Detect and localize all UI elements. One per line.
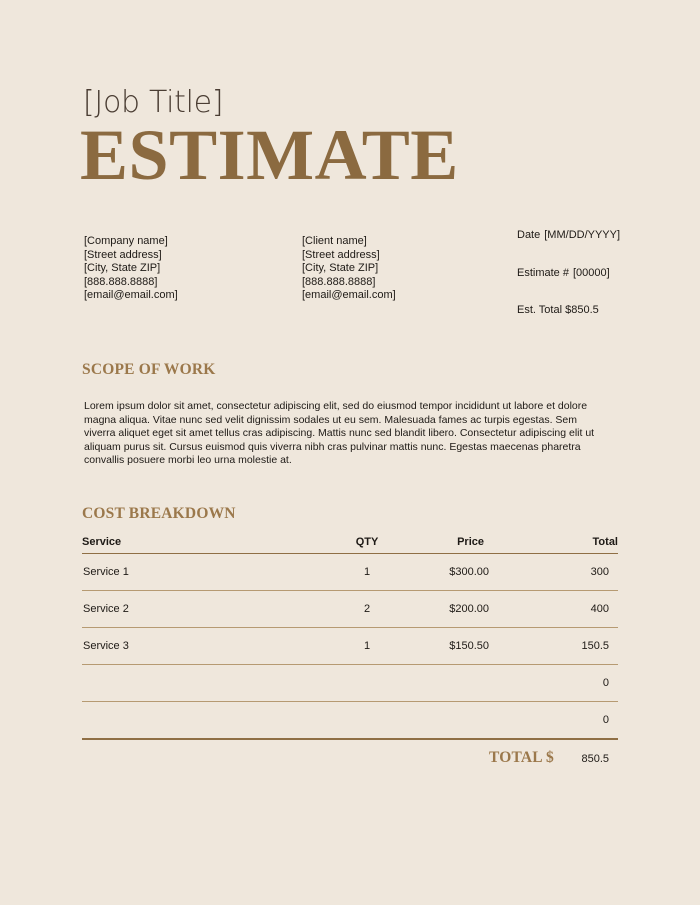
company-name: [Company name] bbox=[84, 235, 168, 247]
cost-table bbox=[82, 530, 618, 740]
estimate-number bbox=[517, 266, 610, 280]
date-value: [MM/DD/YYYY] bbox=[544, 229, 621, 241]
total-cell: 300 bbox=[590, 566, 609, 578]
table-header-row bbox=[82, 530, 618, 554]
qty-cell: 1 bbox=[363, 640, 371, 652]
qty-cell: 1 bbox=[363, 566, 371, 578]
company-street: [Street address] bbox=[84, 248, 162, 261]
company-email: [email@email.com] bbox=[84, 289, 178, 302]
client-name: [Client name] bbox=[302, 235, 367, 247]
grand-total-label: TOTAL $ bbox=[489, 749, 555, 766]
estimate-total-summary: Est. Total $850.5 bbox=[517, 304, 599, 316]
estimate-number-value: [00000] bbox=[572, 267, 610, 279]
total-cell: 0 bbox=[602, 714, 609, 726]
table-row bbox=[82, 554, 618, 591]
client-phone: [888.888.8888] bbox=[302, 275, 376, 288]
column-header-total: Total bbox=[592, 535, 618, 548]
total-cell: 400 bbox=[590, 603, 609, 615]
service-cell: Service 1 bbox=[83, 566, 129, 578]
client-address-block bbox=[302, 235, 396, 303]
table-row bbox=[82, 591, 618, 628]
scope-heading: SCOPE OF WORK bbox=[82, 361, 216, 378]
document-title: ESTIMATE bbox=[80, 115, 459, 195]
company-phone: [888.888.8888] bbox=[84, 275, 158, 288]
column-header-service: Service bbox=[82, 535, 122, 548]
client-street: [Street address] bbox=[302, 248, 380, 261]
table-row bbox=[82, 628, 618, 665]
service-cell: Service 2 bbox=[83, 603, 129, 615]
company-address-block bbox=[84, 235, 178, 303]
estimate-number-label: Estimate # bbox=[517, 267, 569, 279]
qty-cell bbox=[352, 702, 382, 738]
price-cell: $300.00 bbox=[449, 566, 489, 578]
total-cell: 0 bbox=[602, 677, 609, 689]
price-cell: $200.00 bbox=[449, 603, 489, 615]
client-city: [City, State ZIP] bbox=[302, 262, 379, 275]
table-row bbox=[82, 665, 618, 702]
job-title: [Job Title] bbox=[83, 85, 224, 120]
price-cell bbox=[412, 702, 489, 738]
total-cell: 150.5 bbox=[581, 640, 609, 652]
client-email: [email@email.com] bbox=[302, 289, 396, 302]
scope-description: Lorem ipsum dolor sit amet, consectetur adipiscing elit, sed do eiusmod tempor incididunt ut labore et dolore magna aliqua. Vitae nunc sed velit dignissim sodales ut eu sem. Malesuada fames ac turpis egestas. Sem viverra aliquet eget sit amet tellus cras adipiscing. Mattis nunc sed blandit libero. Consectetur adipiscing elit ut aliquam purus sit. Cursus euismod quis viverra nibh cras pulvinar mattis nunc. Egestas maecenas pharetra convallis posuere morbi leo urna molestie at. bbox=[84, 400, 595, 467]
column-header-qty: QTY bbox=[355, 535, 379, 548]
column-header-price: Price bbox=[457, 535, 484, 548]
estimate-date bbox=[517, 228, 620, 242]
service-cell: Service 3 bbox=[83, 640, 129, 652]
date-label: Date bbox=[517, 229, 541, 241]
cost-heading: COST BREAKDOWN bbox=[82, 505, 236, 522]
price-cell: $150.50 bbox=[449, 640, 489, 652]
grand-total-value: 850.5 bbox=[581, 753, 609, 765]
price-cell bbox=[412, 665, 489, 701]
table-row bbox=[82, 702, 618, 740]
qty-cell bbox=[352, 665, 382, 701]
company-city: [City, State ZIP] bbox=[84, 262, 161, 275]
qty-cell: 2 bbox=[363, 603, 371, 615]
